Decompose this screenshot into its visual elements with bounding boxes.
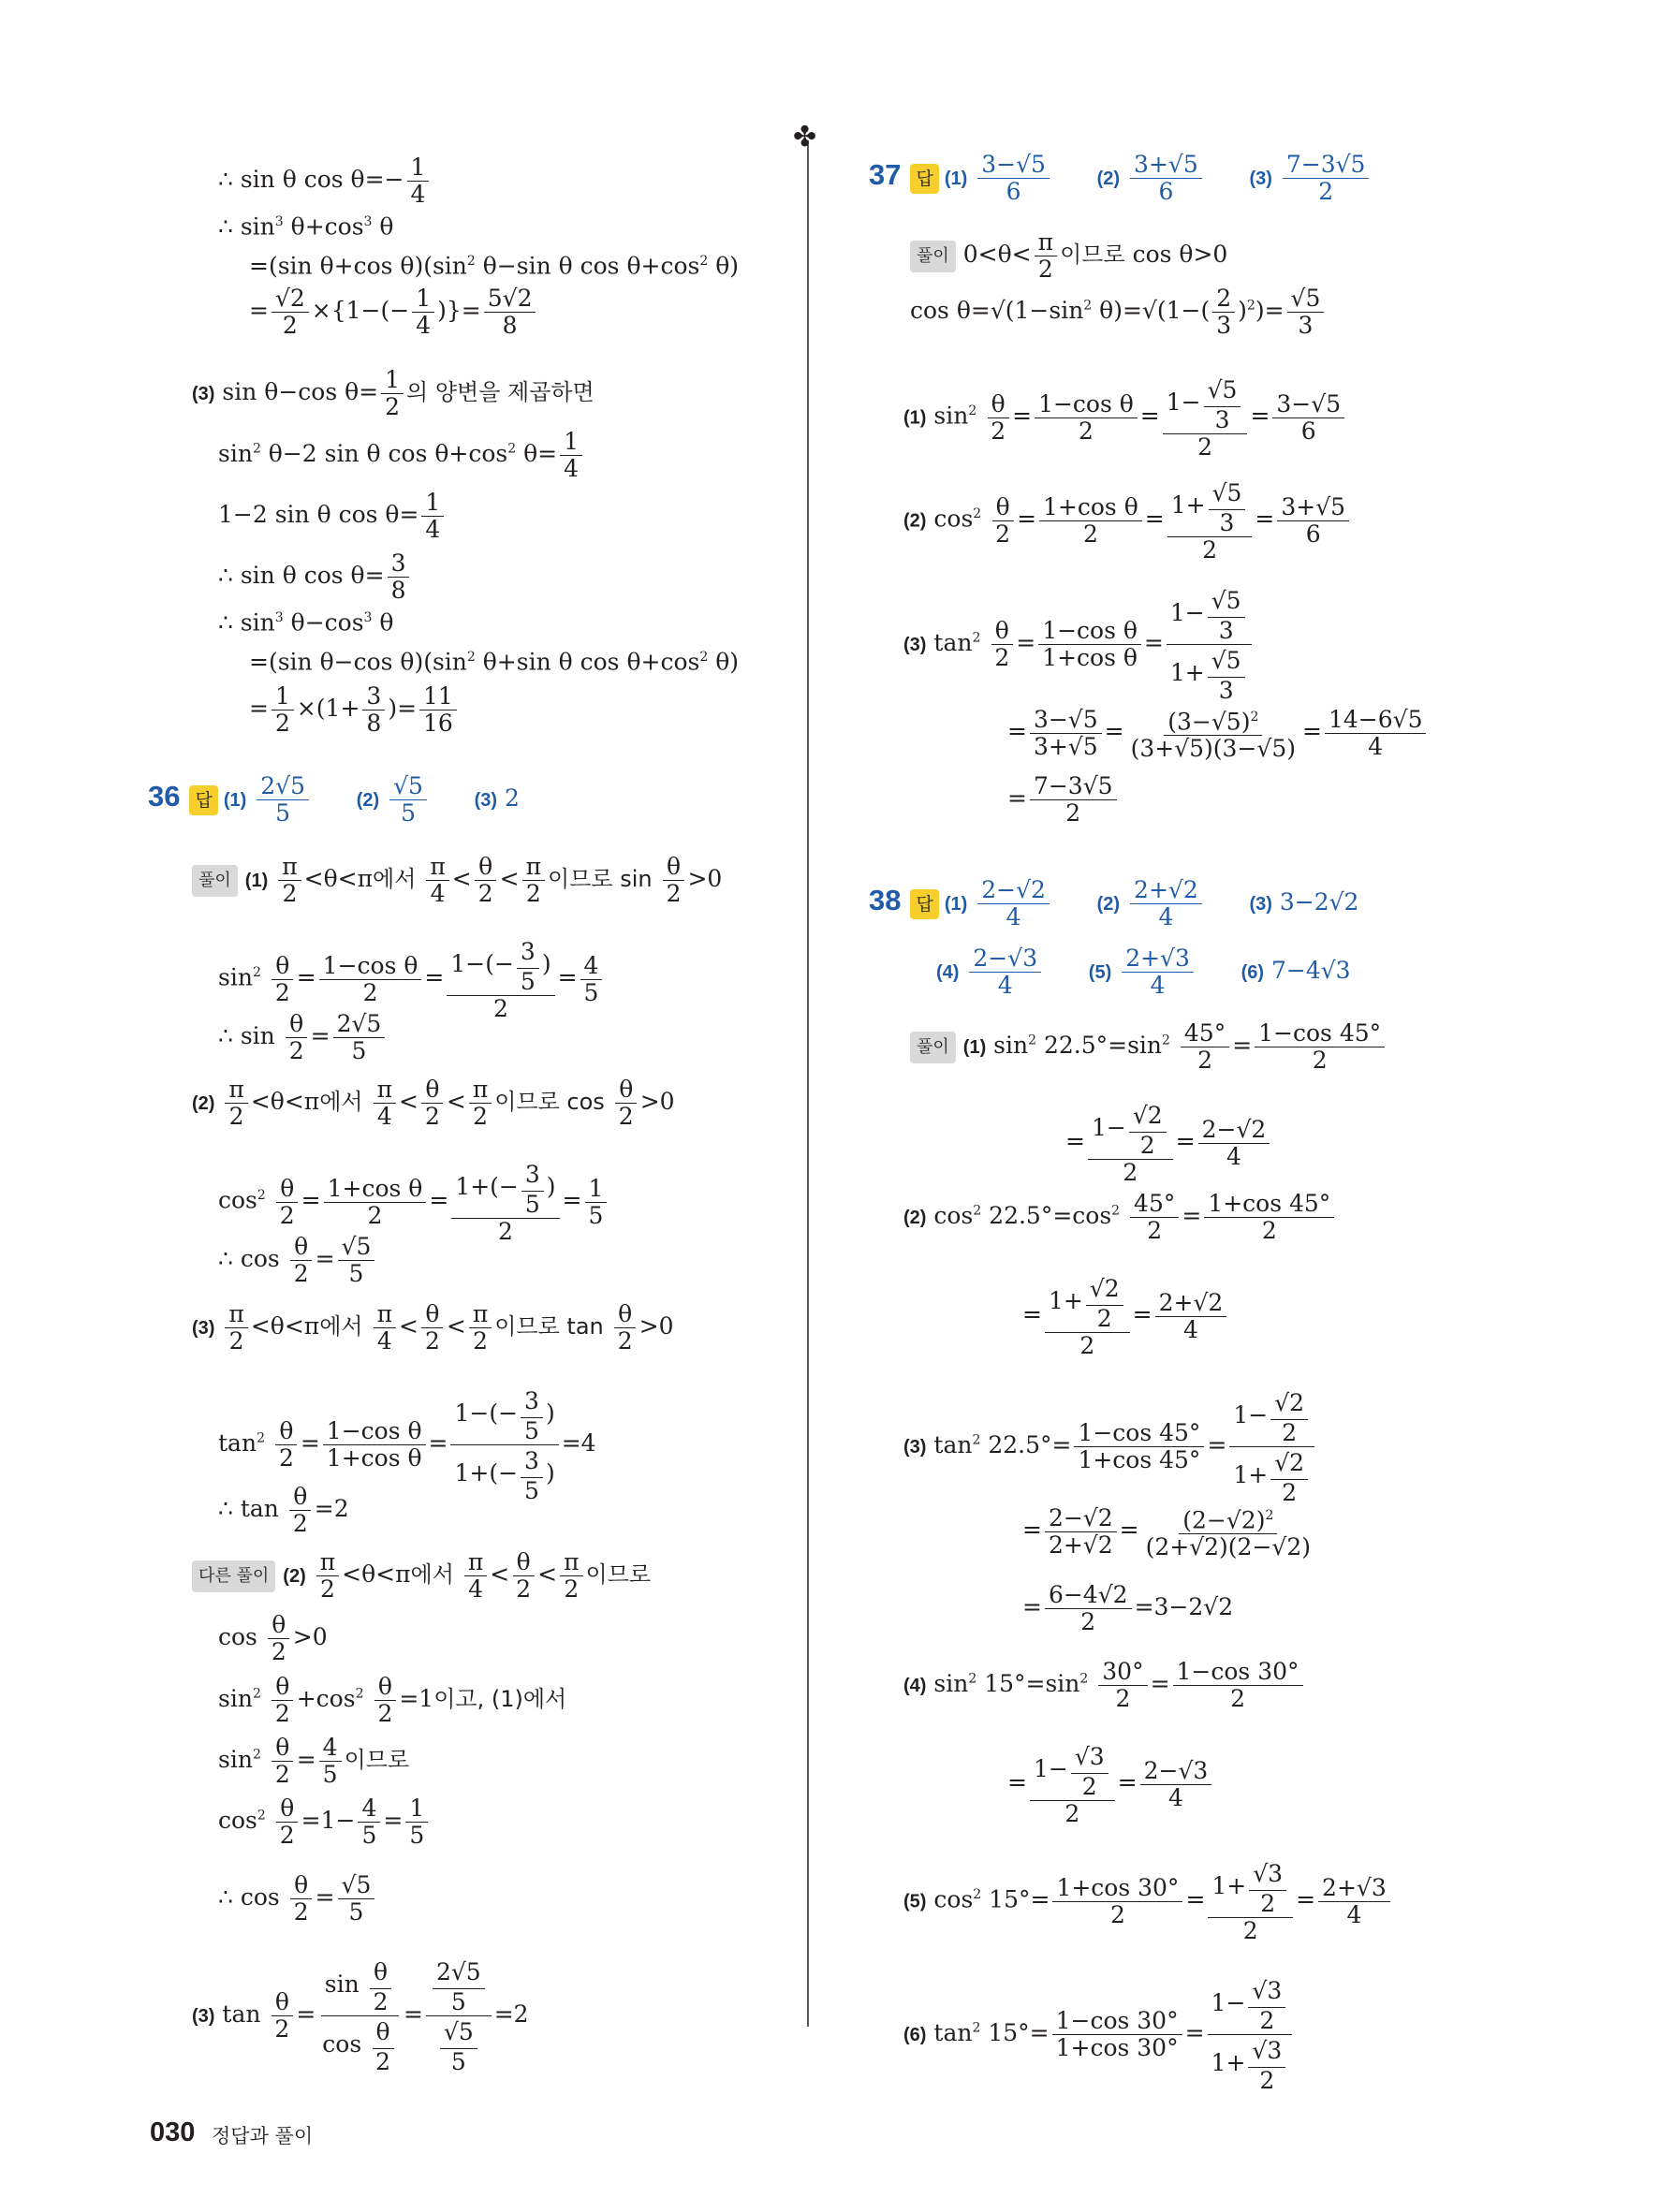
math-line: ∴ sin $\frac{\theta}{2}$ = $\frac{2√5}{5}$ [218, 1011, 388, 1064]
section-title: 정답과 풀이 [212, 2125, 314, 2147]
math-line: 풀이 (1) $\frac{\pi}{2}$ <θ<π에서 $\frac{\pi}{4}$ < $\frac{\theta}{2}$ < $\frac{\pi}{2}$ 이므로 sin $\frac{\theta}{2}$ >0 [192, 854, 722, 907]
question-number: 36 [148, 780, 181, 813]
math-line: = $\frac{2-√2}{2+√2}$ = $\frac{(2-√2)^2}{(2+√2)(2-√2)}$ [1022, 1503, 1312, 1561]
math-line: (6) $\tan^2 15^\circ=$ $\frac{1-\cos 30^\circ}{1+\cos 30^\circ}$ = 1− $\frac{√3}{2}$ 1+ $\frac{√3}{2}$ [903, 1975, 1295, 2094]
math-line: $\sin^2 \theta-2$ sin θ $\cos \theta+\cos^2$ θ= $\frac{1}{4}$ [218, 429, 585, 482]
math-line: = $\frac{1}{2}$ ×(1+ $\frac{3}{8}$ )= $\frac{11}{16}$ [249, 683, 460, 737]
math-line: ∴ sin θ cos θ=− $\frac{1}{4}$ [218, 154, 432, 208]
math-line: (4) $\sin^2 15^\circ=\sin^2$ $\frac{30^\circ}{2}$ = $\frac{1-\cos 30^\circ}{2}$ [903, 1659, 1306, 1712]
math-line: $\sin^2$ $\frac{\theta}{2}$ = $\frac{4}{5}$ 이므로 [218, 1734, 410, 1788]
question-36-answer: 36 답 (1) $\frac{2√5}{5}$ (2) $\frac{√5}{5}$ (3) 2 [148, 772, 520, 827]
math-line: = $\frac{3-√5}{3+√5}$ = $\frac{(3-√5)^2}{(3+√5)(3-√5)}$ = $\frac{14-6√5}{4}$ [1007, 704, 1429, 762]
math-line: (2) $\cos^2$ $\frac{\theta}{2}$ = $\frac{\text{1+cos θ}}{2}$ = 1+ $\frac{√5}{3}$ 2 = $\frac{3+√5}{6}$ [903, 477, 1352, 564]
math-line: =(sin θ−cos $\theta)(\sin^2$ θ+sin θ $\cos \theta+\cos^2$ θ) [249, 648, 740, 676]
math-line: $\tan^2$ $\frac{\theta}{2}$ = $\frac{\text{1−cos θ}}{\text{1+cos θ}}$ = 1−(− $\frac{3}{5}$ ) 1+(− $\frac{3}{5}$ ) =4 [218, 1387, 596, 1504]
math-line: = $\frac{√2}{2}$ ×{1−(− $\frac{1}{4}$ )}= $\frac{5√2}{8}$ [249, 286, 538, 339]
page-number: 030 [150, 2117, 196, 2147]
question-number: 37 [869, 158, 902, 191]
math-line: cos $\frac{\theta}{2}$ >0 [218, 1611, 328, 1665]
math-line: ∴ cos $\frac{\theta}{2}$ = $\frac{√5}{5}$ [218, 1872, 377, 1926]
math-line: = $\frac{7-3√5}{2}$ [1007, 773, 1120, 827]
math-line: (3) $\frac{\pi}{2}$ <θ<π에서 $\frac{\pi}{4}$ < $\frac{\theta}{2}$ < $\frac{\pi}{2}$ 이므로 tan $\frac{\theta}{2}$ >0 [192, 1300, 674, 1355]
math-line: = 1− $\frac{√2}{2}$ 2 = $\frac{2-√2}{4}$ [1065, 1100, 1272, 1186]
math-line: ∴ sin θ cos θ= $\frac{3}{8}$ [218, 550, 412, 604]
divider-ornament-icon: ✤ [793, 121, 817, 154]
math-line: (3) $\tan^2$ $\frac{\theta}{2}$ = $\frac{\text{1−cos θ}}{\text{1+cos θ}}$ = 1− $\frac{√5}{3}$ 1+ $\frac{√5}{3}$ [903, 585, 1255, 704]
math-line: (2) $\cos^2 22.5^\circ=\cos^2$ $\frac{45^\circ}{2}$ = $\frac{1+\cos 45^\circ}{2}$ [903, 1191, 1337, 1244]
math-line: (1) $\sin^2$ $\frac{\theta}{2}$ = $\frac{\text{1−cos θ}}{2}$ = 1− $\frac{√5}{3}$ 2 = $\frac{3-√5}{6}$ [903, 374, 1347, 461]
math-line: ∴ cos $\frac{\theta}{2}$ = $\frac{√5}{5}$ [218, 1234, 377, 1287]
math-line: = 1− $\frac{√3}{2}$ 2 = $\frac{2-√3}{4}$ [1007, 1741, 1214, 1827]
math-line: $\cos \theta=√(1-\sin^2$ θ)=√(1−( $\frac{2}{3}$ )$^2$)= $\frac{√5}{3}$ [910, 286, 1327, 339]
math-line: = 1+ $\frac{√2}{2}$ 2 = $\frac{2+√2}{4}$ [1022, 1273, 1229, 1359]
math-line: $\sin^2$ $\frac{\theta}{2}$ $+\cos^2$ $\frac{\theta}{2}$ =1이고, (1)에서 [218, 1673, 567, 1727]
math-line: =(sin θ+cos $\theta)(\sin^2$ θ−sin θ $\cos \theta+\cos^2$ θ) [249, 252, 740, 280]
math-line: (2) $\frac{\pi}{2}$ <θ<π에서 $\frac{\pi}{4}$ < $\frac{\theta}{2}$ < $\frac{\pi}{2}$ 이므로 cos $\frac{\theta}{2}$ >0 [192, 1076, 675, 1130]
question-37-answer: 37 답 (1) $\frac{3-√5}{6}$ (2) $\frac{3+√5}{6}$ (3) $\frac{7-3√5}{2}$ [869, 152, 1372, 205]
math-line: (3) tan $\frac{\theta}{2}$ = sin $\frac{\theta}{2}$ cos $\frac{\theta}{2}$ = $\frac{\frac{2√5}{5}}{\frac{√5}{5}}$ =2 [192, 1958, 529, 2075]
math-line: $\cos^2$ $\frac{\theta}{2}$ =1− $\frac{4}{5}$ = $\frac{1}{5}$ [218, 1795, 431, 1849]
math-line: ∴ tan $\frac{\theta}{2}$ =2 [218, 1483, 349, 1537]
question-number: 38 [869, 884, 902, 916]
math-line: (5) $\cos^2 15^\circ=$ $\frac{1+\cos 30^\circ}{2}$ = 1+ $\frac{√3}{2}$ 2 = $\frac{2+√3}{4}$ [903, 1858, 1393, 1944]
math-line: ∴ $\sin^3 \theta+\cos^3$ θ [218, 212, 394, 241]
math-line: = $\frac{6-4√2}{2}$ =3−2√2 [1022, 1581, 1234, 1635]
math-line: 1−2 sin θ cos θ= $\frac{1}{4}$ [218, 490, 447, 543]
question-38-answer: 38 답 (1) $\frac{2-√2}{4}$ (2) $\frac{2+√2}{4}$ (3) 3−2√2 [869, 876, 1359, 930]
question-38-answer-row2: (4) $\frac{2-√3}{4}$ (5) $\frac{2+√3}{4}$ (6) 7−4√3 [936, 945, 1351, 999]
math-line: $\sin^2$ $\frac{\theta}{2}$ = $\frac{\text{1−cos θ}}{2}$ = 1−(− $\frac{3}{5}$ ) 2 = $\frac{4}{5}$ [218, 936, 605, 1022]
math-line: 풀이 0<θ< $\frac{\pi}{2}$ 이므로 cos θ>0 [910, 229, 1227, 283]
math-line: $\cos^2$ $\frac{\theta}{2}$ = $\frac{\text{1+cos θ}}{2}$ = 1+(− $\frac{3}{5}$ ) 2 = $\frac{1}{5}$ [218, 1159, 609, 1245]
math-line: (3) sin θ−cos θ= $\frac{1}{2}$ 의 양변을 제곱하면 [192, 366, 595, 420]
math-line: 다른 풀이 (2) $\frac{\pi}{2}$ <θ<π에서 $\frac{\pi}{4}$ < $\frac{\theta}{2}$ < $\frac{\pi}{2}$ 이므로 [192, 1549, 651, 1603]
math-line: ∴ $\sin^3 \theta-\cos^3$ θ [218, 608, 394, 637]
math-line: 풀이 (1) $\sin^2 22.5^\circ=\sin^2$ $\frac{45^\circ}{2}$ = $\frac{1-\cos 45^\circ}{2}$ [910, 1020, 1387, 1074]
column-divider [807, 140, 809, 2027]
math-line: (3) $\tan^2 22.5^\circ=$ $\frac{1-\cos 45^\circ}{1+\cos 45^\circ}$ = 1− $\frac{√2}{2}$ 1+ $\frac{√2}{2}$ [903, 1387, 1317, 1506]
